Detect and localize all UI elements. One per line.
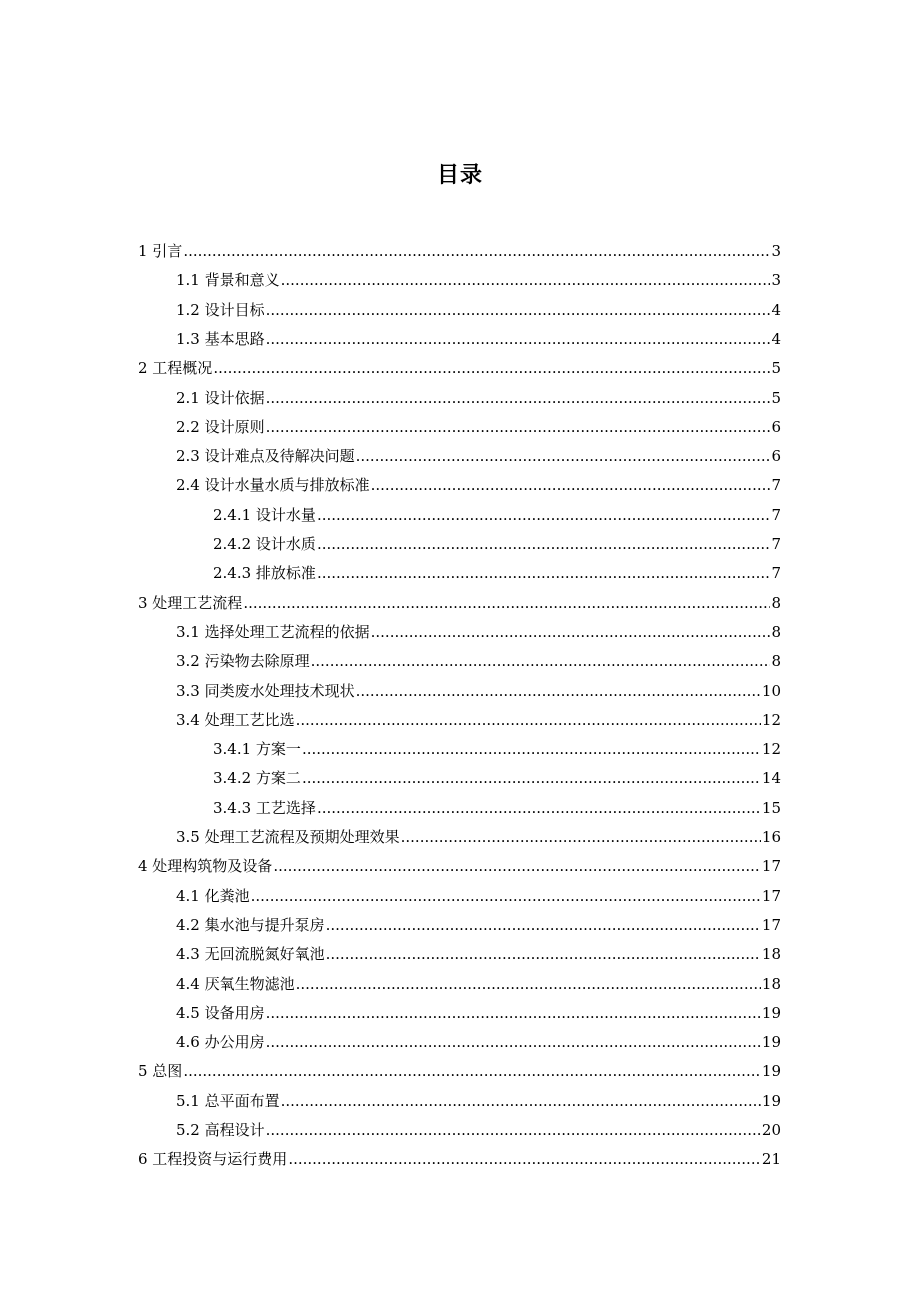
toc-entry[interactable] bbox=[176, 416, 781, 438]
toc-entry-label: 1.1 背景和意义 bbox=[176, 271, 280, 289]
toc-entry-page-number: 8 bbox=[771, 652, 781, 670]
toc-entry[interactable] bbox=[176, 1031, 781, 1053]
toc-entry-page-number: 12 bbox=[761, 740, 781, 758]
toc-entry-label: 6 工程投资与运行费用 bbox=[138, 1150, 288, 1168]
toc-entry[interactable] bbox=[138, 240, 781, 262]
toc-entry-label: 5.2 高程设计 bbox=[176, 1121, 265, 1139]
toc-entry-label: 4.1 化粪池 bbox=[176, 887, 250, 905]
toc-entry-page-number: 5 bbox=[771, 389, 781, 407]
toc-entry-label: 2.4.2 设计水质 bbox=[213, 535, 316, 553]
toc-entry-page-number: 19 bbox=[761, 1004, 781, 1022]
toc-leader-dots bbox=[251, 885, 761, 907]
toc-entry-label: 3.4.1 方案一 bbox=[213, 740, 301, 758]
toc-entry[interactable] bbox=[138, 592, 781, 614]
toc-entry-page-number: 17 bbox=[761, 916, 781, 934]
toc-entry-page-number: 7 bbox=[771, 476, 781, 494]
toc-leader-dots bbox=[213, 357, 770, 379]
toc-entry[interactable] bbox=[176, 1002, 781, 1024]
toc-entry[interactable] bbox=[176, 387, 781, 409]
toc-entry-label: 4 处理构筑物及设备 bbox=[138, 857, 273, 875]
toc-leader-dots bbox=[296, 973, 761, 995]
toc-entry-label: 3.3 同类废水处理技术现状 bbox=[176, 682, 355, 700]
toc-entry-page-number: 12 bbox=[761, 711, 781, 729]
toc-leader-dots bbox=[311, 650, 771, 672]
toc-entry-label: 3.5 处理工艺流程及预期处理效果 bbox=[176, 828, 400, 846]
toc-entry[interactable] bbox=[176, 474, 781, 496]
toc-entry-page-number: 10 bbox=[761, 682, 781, 700]
toc-entry[interactable] bbox=[176, 269, 781, 291]
toc-entry-label: 2.4.3 排放标准 bbox=[213, 564, 316, 582]
toc-entry-label: 3.4 处理工艺比选 bbox=[176, 711, 295, 729]
toc-entry-label: 2 工程概况 bbox=[138, 359, 213, 377]
toc-entry[interactable] bbox=[138, 1060, 781, 1082]
toc-entry[interactable] bbox=[176, 1090, 781, 1112]
toc-leader-dots bbox=[281, 1090, 761, 1112]
toc-leader-dots bbox=[326, 914, 761, 936]
toc-leader-dots bbox=[183, 1060, 761, 1082]
toc-entry-label: 3 处理工艺流程 bbox=[138, 594, 243, 612]
toc-entry-page-number: 18 bbox=[761, 975, 781, 993]
toc-entry[interactable] bbox=[213, 797, 781, 819]
toc-entry-page-number: 8 bbox=[771, 594, 781, 612]
toc-leader-dots bbox=[266, 387, 771, 409]
toc-entry-label: 2.1 设计依据 bbox=[176, 389, 265, 407]
toc-entry-page-number: 14 bbox=[761, 769, 781, 787]
toc-entry-label: 1.3 基本思路 bbox=[176, 330, 265, 348]
toc-entry[interactable] bbox=[176, 885, 781, 907]
toc-entry[interactable] bbox=[138, 855, 781, 877]
toc-entry-label: 1.2 设计目标 bbox=[176, 301, 265, 319]
toc-leader-dots bbox=[266, 416, 771, 438]
toc-entry[interactable] bbox=[176, 973, 781, 995]
toc-leader-dots bbox=[356, 680, 761, 702]
toc-leader-dots bbox=[371, 474, 771, 496]
toc-entry-page-number: 3 bbox=[771, 242, 781, 260]
toc-entry[interactable] bbox=[213, 533, 781, 555]
toc-entry-label: 3.1 选择处理工艺流程的依据 bbox=[176, 623, 370, 641]
toc-entry[interactable] bbox=[176, 328, 781, 350]
toc-entry[interactable] bbox=[213, 504, 781, 526]
toc-entry-label: 4.2 集水池与提升泵房 bbox=[176, 916, 325, 934]
toc-leader-dots bbox=[317, 504, 771, 526]
toc-entry-label: 3.2 污染物去除原理 bbox=[176, 652, 310, 670]
toc-entry[interactable] bbox=[138, 357, 781, 379]
toc-leader-dots bbox=[266, 299, 771, 321]
toc-entry[interactable] bbox=[176, 1119, 781, 1141]
toc-entry[interactable] bbox=[176, 943, 781, 965]
toc-leader-dots bbox=[302, 738, 761, 760]
toc-entry-page-number: 16 bbox=[761, 828, 781, 846]
toc-entry-page-number: 6 bbox=[771, 447, 781, 465]
toc-entry[interactable] bbox=[176, 826, 781, 848]
toc-entry-page-number: 4 bbox=[771, 330, 781, 348]
toc-entry-label: 5 总图 bbox=[138, 1062, 183, 1080]
toc-entry-page-number: 3 bbox=[771, 271, 781, 289]
toc-entry-page-number: 19 bbox=[761, 1033, 781, 1051]
page-title: 目录 bbox=[436, 163, 483, 188]
toc-entry[interactable] bbox=[213, 562, 781, 584]
toc-leader-dots bbox=[273, 855, 761, 877]
toc-entry-page-number: 5 bbox=[771, 359, 781, 377]
toc-entry-page-number: 18 bbox=[761, 945, 781, 963]
toc-entry-label: 2.2 设计原则 bbox=[176, 418, 265, 436]
toc-leader-dots bbox=[296, 709, 761, 731]
toc-leader-dots bbox=[401, 826, 761, 848]
toc-entry-label: 4.3 无回流脱氮好氧池 bbox=[176, 945, 325, 963]
toc-entry-label: 2.4.1 设计水量 bbox=[213, 506, 316, 524]
toc-entry[interactable] bbox=[176, 680, 781, 702]
toc-entry[interactable] bbox=[176, 445, 781, 467]
toc-entry-label: 2.3 设计难点及待解决问题 bbox=[176, 447, 355, 465]
toc-leader-dots bbox=[302, 767, 761, 789]
toc-leader-dots bbox=[266, 1119, 761, 1141]
toc-entry-label: 3.4.2 方案二 bbox=[213, 769, 301, 787]
toc-leader-dots bbox=[243, 592, 770, 614]
toc-entry[interactable] bbox=[176, 914, 781, 936]
toc-entry-page-number: 7 bbox=[771, 564, 781, 582]
toc-leader-dots bbox=[183, 240, 770, 262]
toc-entry-label: 5.1 总平面布置 bbox=[176, 1092, 280, 1110]
toc-leader-dots bbox=[317, 533, 771, 555]
toc-entry-page-number: 17 bbox=[761, 857, 781, 875]
toc-entry-page-number: 15 bbox=[761, 799, 781, 817]
toc-entry-page-number: 4 bbox=[771, 301, 781, 319]
toc-entry-page-number: 17 bbox=[761, 887, 781, 905]
toc-leader-dots bbox=[281, 269, 771, 291]
toc-entry-label: 4.5 设备用房 bbox=[176, 1004, 265, 1022]
toc-entry-label: 2.4 设计水量水质与排放标准 bbox=[176, 476, 370, 494]
toc-entry[interactable] bbox=[176, 650, 781, 672]
toc-leader-dots bbox=[288, 1148, 761, 1170]
toc-entry-page-number: 21 bbox=[761, 1150, 781, 1168]
toc-leader-dots bbox=[326, 943, 761, 965]
toc-entry[interactable] bbox=[138, 1148, 781, 1170]
toc-entry-page-number: 19 bbox=[761, 1092, 781, 1110]
toc-entry[interactable] bbox=[213, 738, 781, 760]
toc-leader-dots bbox=[317, 562, 771, 584]
toc-leader-dots bbox=[266, 1031, 761, 1053]
toc-entry-label: 3.4.3 工艺选择 bbox=[213, 799, 316, 817]
toc-entry[interactable] bbox=[176, 709, 781, 731]
toc-leader-dots bbox=[317, 797, 761, 819]
toc-leader-dots bbox=[356, 445, 771, 467]
toc-entry-page-number: 7 bbox=[771, 506, 781, 524]
toc-entry[interactable] bbox=[176, 621, 781, 643]
toc-leader-dots bbox=[266, 1002, 761, 1024]
toc-entry-label: 4.6 办公用房 bbox=[176, 1033, 265, 1051]
toc-entry-label: 4.4 厌氧生物滤池 bbox=[176, 975, 295, 993]
toc-entry-page-number: 8 bbox=[771, 623, 781, 641]
toc-entry[interactable] bbox=[213, 767, 781, 789]
toc-entry-label: 1 引言 bbox=[138, 242, 183, 260]
toc-entry-page-number: 20 bbox=[761, 1121, 781, 1139]
toc-entry-page-number: 6 bbox=[771, 418, 781, 436]
toc-entry[interactable] bbox=[176, 299, 781, 321]
toc-leader-dots bbox=[371, 621, 771, 643]
toc-entry-page-number: 7 bbox=[771, 535, 781, 553]
toc-entry-page-number: 19 bbox=[761, 1062, 781, 1080]
toc-leader-dots bbox=[266, 328, 771, 350]
